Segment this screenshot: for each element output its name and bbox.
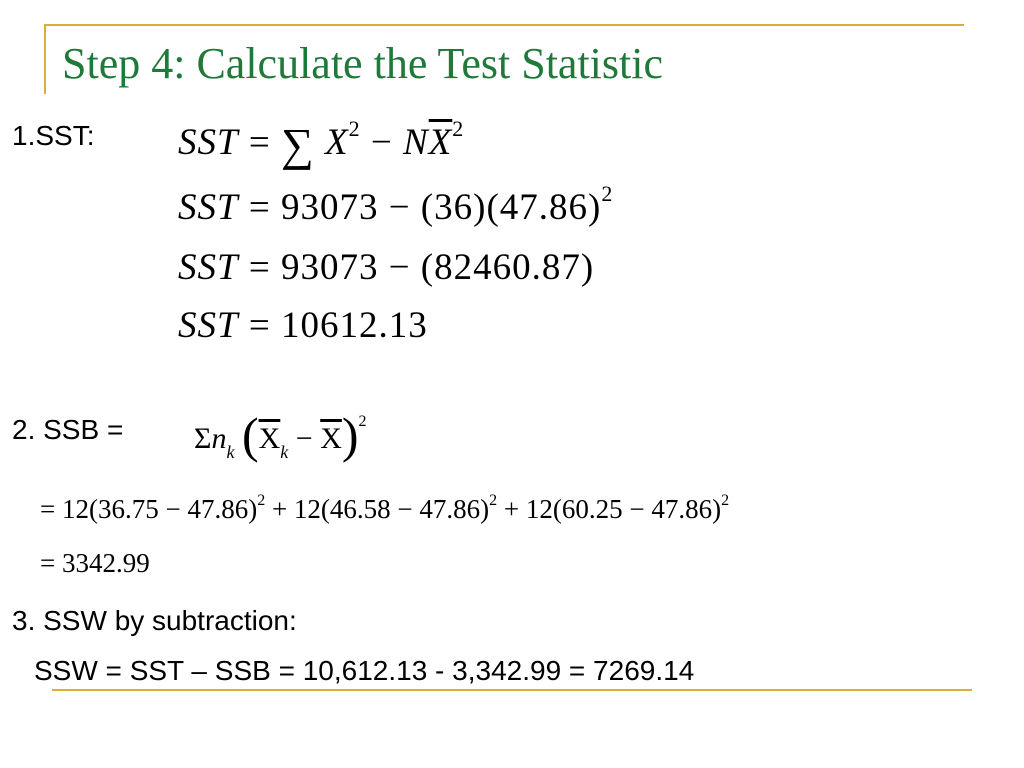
sst-label: 1.SST: <box>12 120 95 151</box>
summation-symbol: ∑ <box>280 119 315 170</box>
sst-line-4 <box>178 304 428 347</box>
sst-line-4-lhs: SST <box>178 305 239 346</box>
sst-formula <box>178 112 465 170</box>
ssb-result: = 3342.99 <box>40 548 150 578</box>
ssb-term-2-exp: 2 <box>489 492 498 509</box>
ssb-term-3: + 12(60.25 − 47.86) <box>503 494 722 524</box>
sst-line-3-rhs: = 93073 − (82460.87) <box>248 247 595 288</box>
sst-line-2-lhs: SST <box>178 187 239 228</box>
sst-line-4-rhs: = 10612.13 <box>248 305 428 346</box>
ssb-n: n <box>211 422 227 455</box>
ssb-term-1-exp: 2 <box>257 492 266 509</box>
sst-formula-exp2: 2 <box>452 116 465 141</box>
ssb-term-2: + 12(46.58 − 47.86) <box>271 494 490 524</box>
ssb-close-paren: ) <box>341 407 359 463</box>
ssb-open-paren: ( <box>241 407 259 463</box>
sst-formula-xbar: $\overline{X}$ <box>428 122 453 163</box>
ssb-xbar-k: $\overline{X}$ <box>258 422 281 455</box>
ssb-expansion <box>40 494 729 525</box>
sst-formula-x: X <box>325 122 349 163</box>
sst-formula-lhs: SST <box>178 122 239 163</box>
ssb-grand-mean: $\overline{X}$ <box>320 422 342 455</box>
slide-title: Step 4: Calculate the Test Statistic <box>62 39 664 88</box>
ssb-formula <box>194 402 367 463</box>
ssb-xbar-k-subscript: k <box>280 442 289 462</box>
bottom-divider <box>52 689 972 691</box>
sst-formula-eq: = <box>248 122 271 163</box>
ssb-minus: − <box>295 422 313 455</box>
sst-formula-n: N <box>402 122 429 163</box>
sst-line-3 <box>178 246 594 289</box>
ssb-term-1: = 12(36.75 − 47.86) <box>40 494 258 524</box>
sst-line-2-exp: 2 <box>601 181 614 206</box>
sst-formula-minus: − <box>370 122 393 163</box>
ssb-n-subscript: k <box>226 442 235 462</box>
ssw-label: 3. SSW by subtraction: <box>12 605 297 636</box>
ssb-term-3-exp: 2 <box>721 492 730 509</box>
sst-line-3-lhs: SST <box>178 247 239 288</box>
ssb-sigma: Σ <box>194 422 212 455</box>
ssb-exp: 2 <box>358 413 367 430</box>
sst-line-2 <box>178 181 614 229</box>
sst-line-2-rhs: = 93073 − (36)(47.86) <box>248 187 602 228</box>
top-divider <box>44 24 964 26</box>
left-accent-bar <box>44 24 46 94</box>
sst-formula-exp1: 2 <box>348 116 361 141</box>
ssw-formula: SSW = SST – SSB = 10,612.13 - 3,342.99 = 7269.14 <box>34 655 695 686</box>
ssb-label: 2. SSB = <box>12 414 124 445</box>
